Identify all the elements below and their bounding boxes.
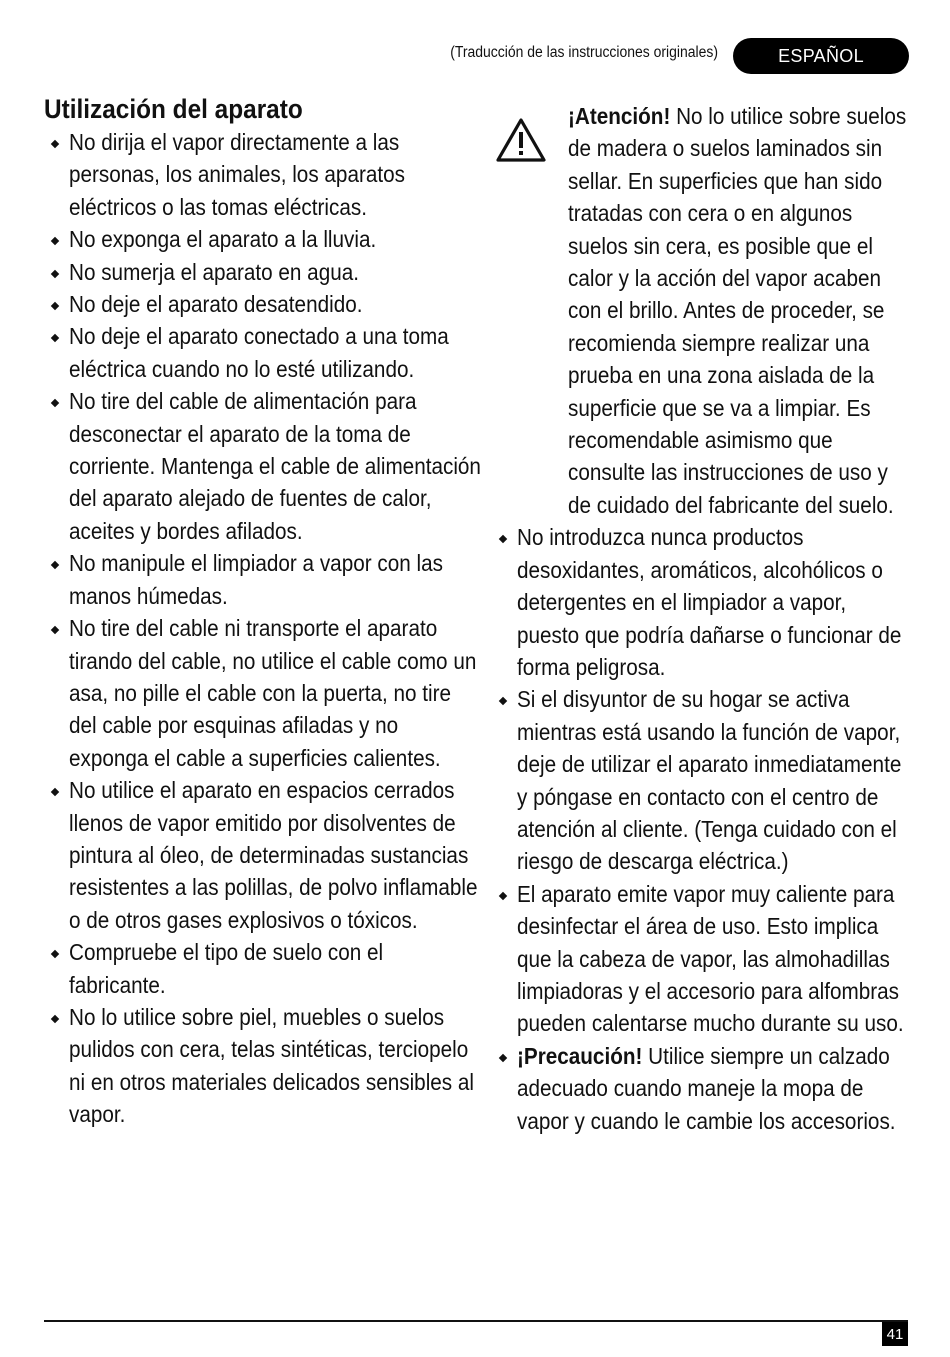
diamond-bullet-icon [499,892,507,900]
language-badge: ESPAÑOL [733,38,909,74]
diamond-bullet-icon [51,140,59,148]
warning-triangle-icon [496,118,546,162]
footer-divider [44,1320,908,1322]
diamond-bullet-icon [499,697,507,705]
list-item: No deje el aparato desatendido. [44,288,479,320]
list-item: No manipule el limpiador a vapor con las manos húmedas. [44,547,479,612]
warning-text: No lo utilice sobre suelos de madera o suelos laminados sin sellar. En superficies que han sido tratadas con cera o en algunos suelos sin cera, es posible que el calor y la acción del vapor acaben con el brillo. Antes de proceder, se recomienda siempre realizar una prueba en una zona aislada de la superficie que se va a limpiar. Es recomendable asimismo que consulte las instrucciones de uso y de cuidado del fabricante del suelo. [568,103,907,518]
list-item: No deje el aparato conectado a una toma eléctrica cuando no lo esté utilizando. [44,320,479,385]
list-item: No utilice el aparato en espacios cerrados llenos de vapor emitido por disolventes de pintura al óleo, de determinadas sustancias resistentes a las polillas, de polvo inflamable o de otros gases explosivos o tóxicos. [44,774,479,936]
list-item [492,1040,907,1137]
page-number: 41 [882,1322,908,1346]
diamond-bullet-icon [51,269,59,277]
diamond-bullet-icon [51,237,59,245]
diamond-bullet-icon [51,626,59,634]
diamond-bullet-icon [51,950,59,958]
list-item: No introduzca nunca productos desoxidantes, aromáticos, alcohólicos o detergentes en el limpiador a vapor, puesto que podría dañarse o funcionar de forma peligrosa. [492,521,907,683]
warning-note [492,100,912,521]
right-column [492,100,912,1137]
diamond-bullet-icon [51,788,59,796]
diamond-bullet-icon [51,1015,59,1023]
diamond-bullet-icon [499,1054,507,1062]
list-item: No sumerja el aparato en agua. [44,256,479,288]
warning-lead: ¡Atención! [568,103,671,129]
list-item: No exponga el aparato a la lluvia. [44,223,479,255]
diamond-bullet-icon [499,535,507,543]
diamond-bullet-icon [51,334,59,342]
list-item: No dirija el vapor directamente a las personas, los animales, los aparatos eléctricos o las tomas eléctricas. [44,126,479,223]
list-item: El aparato emite vapor muy caliente para desinfectar el área de uso. Esto implica que la cabeza de vapor, las almohadillas limpiadoras y el accesorio para alfombras pueden calentarse mucho durante su uso. [492,878,907,1040]
diamond-bullet-icon [51,302,59,310]
diamond-bullet-icon [51,399,59,407]
left-column [44,92,480,1131]
list-item: No tire del cable de alimentación para desconectar el aparato de la toma de corriente. Mantenga el cable de alimentación del aparato alejado de fuentes de calor, aceites y bordes afilados. [44,385,479,547]
caution-text: Utilice siempre un calzado adecuado cuando maneje la mopa de vapor y cuando le cambie los accesorios. [517,1042,896,1134]
diamond-bullet-icon [51,561,59,569]
list-item: Si el disyuntor de su hogar se activa mientras está usando la función de vapor, deje de utilizar el aparato inmediatamente y póngase en contacto con el centro de atención al cliente. (Tenga cuidado con el riesgo de descarga eléctrica.) [492,683,907,877]
left-list [44,126,480,1131]
section-title: Utilización del aparato [44,94,303,124]
list-item: No tire del cable ni transporte el aparato tirando del cable, no utilice el cable como un asa, no pille el cable con la puerta, no tire del cable por esquinas afiladas y no exponga el cable a superficies calientes. [44,612,479,774]
caution-lead: ¡Precaución! [517,1042,643,1069]
right-list [492,521,912,1137]
list-item: No lo utilice sobre piel, muebles o suelos pulidos con cera, telas sintéticas, terciopelo ni en otros materiales delicados sensibles al vapor. [44,1001,479,1131]
list-item: Compruebe el tipo de suelo con el fabricante. [44,936,479,1001]
translation-note: (Traducción de las instrucciones originales) [450,44,718,61]
